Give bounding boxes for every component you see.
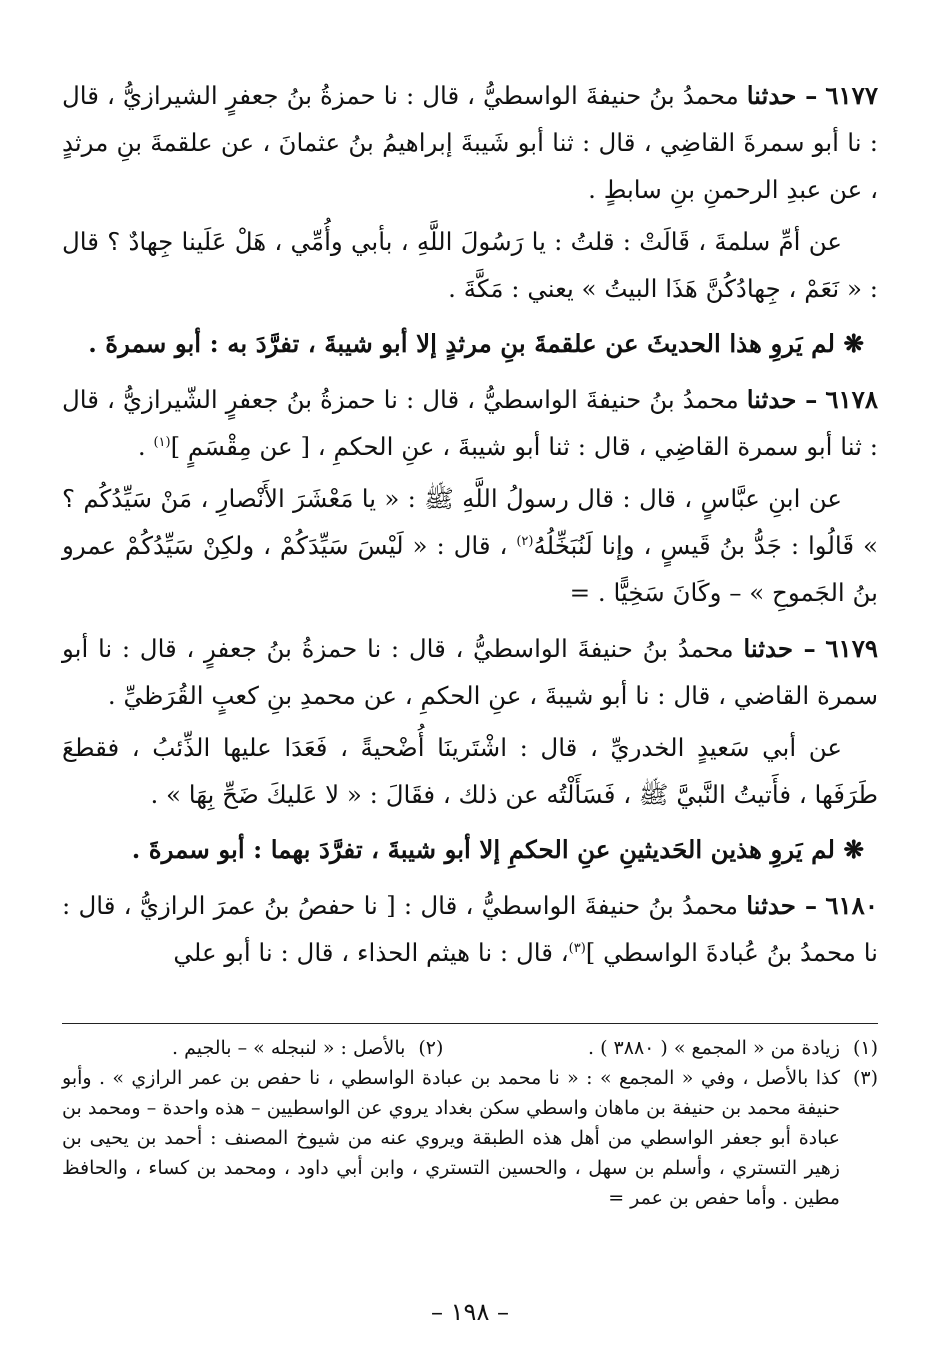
footnote-marker: (١) xyxy=(852,1037,878,1059)
footnote-row xyxy=(62,1033,878,1063)
remark-note: ❋ لم يَروِ هذين الحَديثينِ عنِ الحكمِ إلا أبو شيبةَ ، تفرَّدَ بهما : أبو سمرةَ . xyxy=(131,835,864,864)
hadith-6178-matn xyxy=(62,475,878,616)
footnote-marker: (٢) xyxy=(418,1037,444,1059)
isnad-text: محمدُ بنُ حنيفةَ الواسطيُّ ، قال : نا حمزةُ بنُ جعفرٍ الشيرازيُّ ، قال : نا أبو سمرةَ القاضِي ، قال : ثنا أبو شَيبةَ إبراهيمُ بنُ عثمانَ ، عن علقمةَ بنِ مرثدٍ ، عن عبدِ الرحمنِ بنِ سابطٍ . xyxy=(62,81,878,204)
hadith-6179-isnad xyxy=(62,625,878,719)
footnote-text: زيادة من « المجمع » ( ٣٨٨٠ ) . xyxy=(588,1037,840,1059)
footnote-reference[interactable]: (٣) xyxy=(568,940,586,956)
isnad-text: محمدُ بنُ حنيفةَ الواسطيُّ ، قال : [ نا حفصُ بنُ عمرَ الرازيُّ ، قال : نا محمدُ بنُ عُبادةَ الواسطي ] xyxy=(62,891,878,967)
hadith-number: ٦١٧٩ xyxy=(825,634,879,663)
hadith-number: ٦١٨٠ xyxy=(825,891,878,920)
hadith-6180-isnad xyxy=(62,882,878,976)
hadith-number: ٦١٧٧ xyxy=(825,81,878,110)
hadith-intro: – حدثنا xyxy=(746,385,818,414)
hadith-6178-isnad xyxy=(62,376,878,470)
hadith-number: ٦١٧٨ xyxy=(825,385,878,414)
footnote-reference[interactable]: (١) xyxy=(153,434,171,450)
footnote-text: بالأصل : « لنبجله » – بالجيم . xyxy=(172,1037,406,1059)
footnotes xyxy=(62,1033,878,1213)
hadith-6177-matn: عن أمِّ سلمةَ ، قَالَتْ : قلتُ : يا رَسُولَ اللَّهِ ، بأبي وأُمِّي ، هَلْ عَلَينا جِهادٌ ؟ قال : « نَعَمْ ، جِهادُكُنَّ هَذَا البيتُ » يعني : مَكَّةَ . xyxy=(62,227,878,303)
main-text xyxy=(62,72,878,976)
footnote-divider xyxy=(62,1023,878,1024)
hadith-6179-matn: عن أبي سَعيدٍ الخدريِّ ، قال : اشْتَرينَا أُضْحيةً ، فَعَدَا عليها الذِّئبُ ، فقطعَ طَرَفَها ، فأَتيتُ النَّبيَّ ﷺ ، فَسَأَلْتُه عن ذلك ، فقَالَ : « لا عَليكَ ضَحِّ بِهَا » . xyxy=(62,733,878,809)
hadith-intro: – حدثنا xyxy=(743,634,816,663)
page-number: – ١٩٨ – xyxy=(431,1298,509,1326)
matn-text: عن ابنِ عبَّاسٍ ، قال : قال رسولُ اللَّهِ ﷺ : « يا مَعْشَرَ الأَنْصارِ ، مَنْ سَيِّدُكُم ؟ » قَالُوا : جَدُّ بنُ قَيسٍ ، وإنا لَنُبَخِّلُهُ xyxy=(62,484,879,560)
remark-note: ❋ لم يَروِ هذا الحديثَ عن علقمةَ بنِ مرثدٍ إلا أبو شيبةَ ، تفرَّدَ به : أبو سمرةَ . xyxy=(88,329,864,358)
isnad-text: محمدُ بنُ حنيفةَ الواسطيُّ ، قال : نا حمزةُ بنُ جعفرٍ الشّيرازيُّ ، قال : ثنا أبو سمرة القاضِي ، قال : ثنا أبو شيبةَ ، عنِ الحكمِ ، [ عن مِقْسَمٍ ] xyxy=(62,385,878,461)
footnote-text: كذا بالأصل ، وفي « المجمع » : « نا محمد بن عبادة الواسطي ، نا حفص بن عمر الرازي » . وأبو حنيفة محمد بن حنيفة بن ماهان واسطي سكن بغداد يروي عن الواسطيين – هذه واحدة – ومحمد بن عبادة أبو جعفر الواسطي من أهل هذه الطبقة ويروي عنه من شيوخ المصنف : أحمد بن يحيى بن زهير التستري ، وأسلم بن سهل ، والحسين التستري ، وابن أبي داود ، ومحمد بن كساء ، والحافظ مطين . وأما حفص بن عمر = xyxy=(62,1067,840,1209)
hadith-intro: – حدثنا xyxy=(746,891,818,920)
footnote-3 xyxy=(62,1063,878,1213)
footnote-reference[interactable]: (٢) xyxy=(516,533,534,549)
isnad-text: محمدُ بنُ حنيفةَ الواسطيُّ ، قال : نا حمزةُ بنُ جعفرٍ ، قال : نا أبو سمرة القاضي ، قال : نا أبو شيبةَ ، عنِ الحكمِ ، عن محمدِ بنِ كعبٍ القُرَظيِّ . xyxy=(62,634,878,710)
hadith-6177-isnad xyxy=(62,72,878,213)
footnote-marker: (٣) xyxy=(852,1067,878,1089)
isnad-text: ، قال : نا هيثم الحذاء ، قال : نا أبو علي xyxy=(173,938,569,967)
footnote-2 xyxy=(172,1033,443,1063)
footnote-1 xyxy=(588,1033,878,1063)
isnad-end: . xyxy=(137,432,154,461)
matn-text: ، قال : « لَيْسَ سَيِّدَكُمْ ، ولكِنْ سَيِّدُكُمْ عمرو بنُ الجَموحِ » – وكَانَ سَخِيًّا . = xyxy=(62,531,878,607)
hadith-intro: – حدثنا xyxy=(746,81,818,110)
